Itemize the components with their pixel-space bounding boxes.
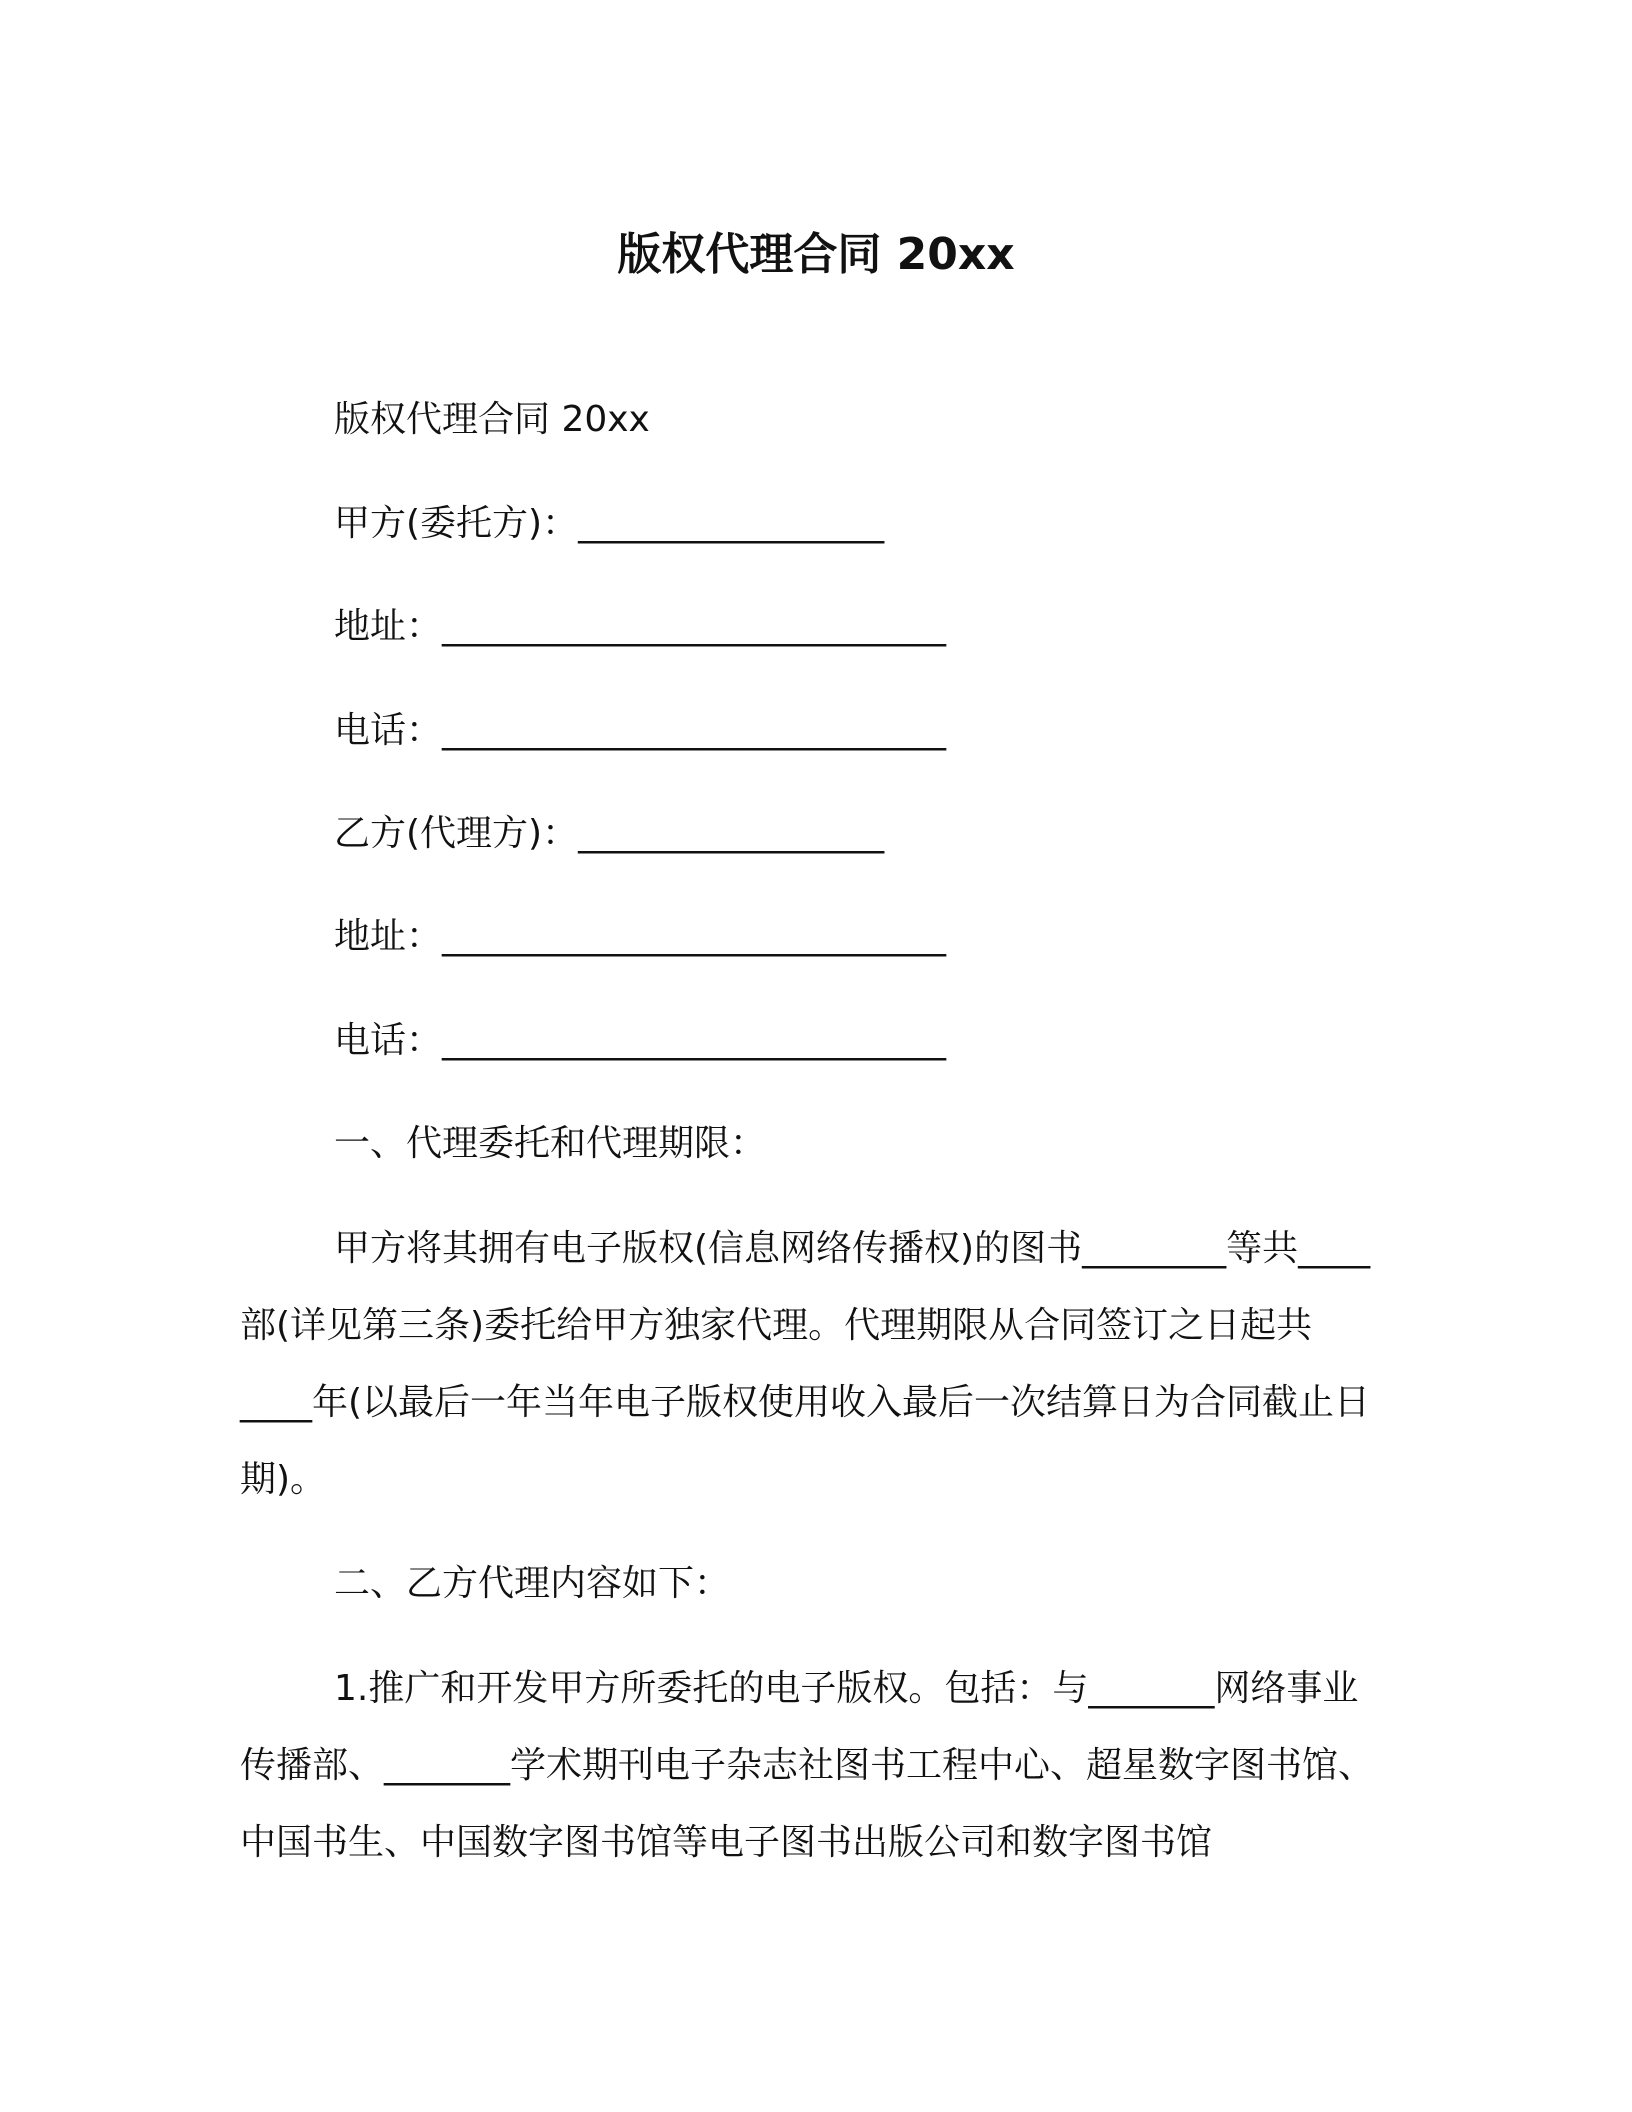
section-2-heading: 二、乙方代理内容如下：: [334, 1563, 731, 1604]
party-a-field: 甲方(委托方)：_________________: [334, 503, 885, 544]
party-a-address-field: 地址：____________________________: [334, 606, 947, 647]
party-a-phone-field: 电话：____________________________: [334, 710, 947, 751]
party-b-address-field: 地址：____________________________: [334, 916, 947, 957]
party-b-phone-field: 电话：____________________________: [334, 1020, 947, 1061]
contract-subtitle: 版权代理合同 20xx: [334, 399, 650, 440]
party-b-field: 乙方(代理方)：_________________: [334, 813, 885, 854]
section-1-body: 甲方将其拥有电子版权(信息网络传播权)的图书________等共____部(详见第三条)委托给甲方独家代理。代理期限从合同签订之日起共____年(以最后一年当年电子版权使用收入最后一次结算日为合同截止日期)。: [240, 1228, 1371, 1500]
section-1-heading: 一、代理委托和代理期限：: [334, 1123, 767, 1164]
section-2-item-1: 1.推广和开发甲方所委托的电子版权。包括：与_______网络事业传播部、_______学术期刊电子杂志社图书工程中心、超星数字图书馆、中国书生、中国数字图书馆等电子图书出版公司和数字图书馆: [240, 1668, 1375, 1863]
document-title: 版权代理合同 20xx: [617, 229, 1015, 280]
